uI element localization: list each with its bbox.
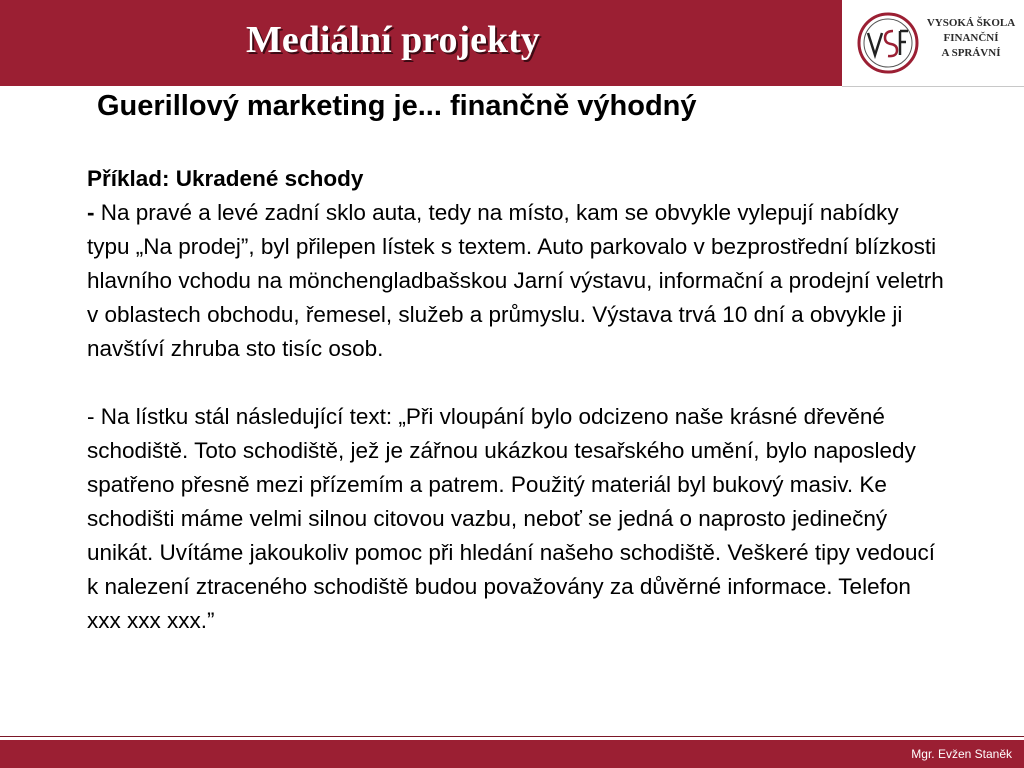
vsfs-logo-icon [856, 11, 920, 75]
footer-divider [0, 736, 1024, 737]
paragraph-second: - Na lístku stál následující text: „Při vloupání bylo odcizeno naše krásné dřevěné schodiště. Toto schodiště, jež je zářnou ukázkou tesařského umění, bylo naposledy spatřeno přesně mezi přízemím a patrem. Použitý materiál byl bukový masiv. Ke schodišti máme velmi silnou citovou vazbu, neboť se jedná o naprosto jedinečný unikát. Uvítáme jakoukoliv pomoc při hledání našeho schodiště. Veškeré tipy vedoucí k nalezení ztraceného schodiště budou považovány za důvěrné informace. Telefon xxx xxx xxx.” [87, 404, 935, 633]
slide-body [87, 162, 947, 638]
school-logo [842, 0, 1024, 87]
slide-title: Mediální projekty [246, 19, 540, 61]
school-name-line: FINANČNÍ [943, 32, 999, 44]
paragraph-first-text: Na pravé a levé zadní sklo auta, tedy na místo, kam se obvykle vylepují nabídky typu „Na prodej”, byl přilepen lístek s textem. Auto parkovalo v bezprostřední blízkosti hlavního vchodu na mönchengladbašskou Jarní výstavu, informační a prodejní veletrh v oblastech obchodu, řemesel, služeb a průmyslu. Výstava trvá 10 dní a obvykle ji navštíví zhruba sto tisíc osob. [87, 200, 944, 361]
school-name [920, 16, 1022, 61]
bullet-dash: - [87, 200, 95, 225]
example-heading: Příklad: Ukradené schody [87, 166, 364, 191]
school-name-line: VYSOKÁ ŠKOLA [926, 17, 1016, 29]
footer-band [0, 740, 1024, 768]
paragraph-first [87, 196, 947, 366]
footer-author: Mgr. Evžen Staněk [911, 747, 1012, 761]
header-band [0, 0, 842, 86]
slide-subtitle: Guerillový marketing je... finančně výhodný [97, 90, 697, 122]
school-name-line: A SPRÁVNÍ [941, 47, 1001, 59]
